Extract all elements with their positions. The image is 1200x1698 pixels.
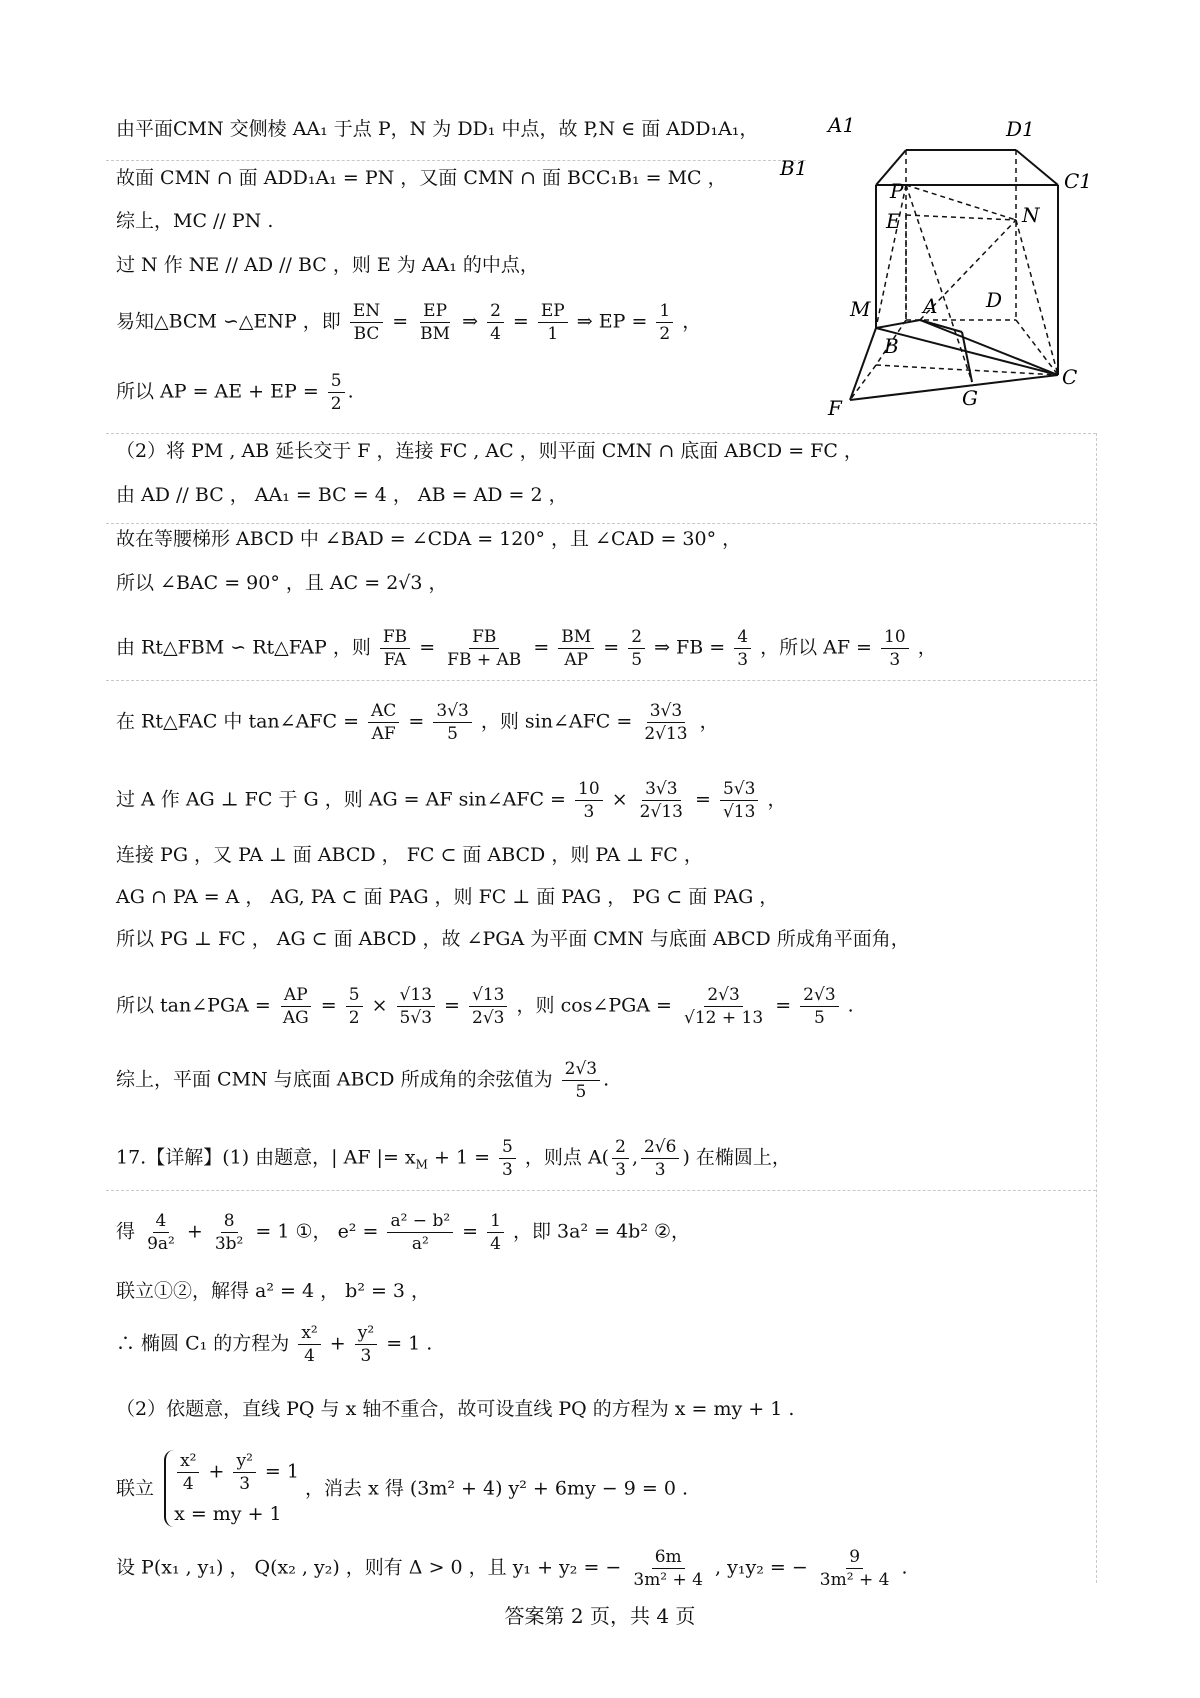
text-segment: ⇒ EP =: [576, 310, 648, 333]
text-segment: 得: [116, 1220, 136, 1243]
text-segment: = 1 .: [386, 1332, 433, 1355]
label-n: N: [1022, 203, 1040, 227]
equation: x = my + 1: [174, 1503, 282, 1525]
text-segment: 易知△BCM ∽△ENP ，即: [116, 310, 341, 333]
text-segment: ，则 cos∠PGA =: [516, 994, 672, 1017]
text-line: AG ∩ PA = A ， AG, PA ⊂ 面 PAG ，则 FC ⊥ 面 PAG ， PG ⊂ 面 PAG ，: [116, 886, 779, 908]
text-line: [116, 1450, 688, 1527]
text-segment: 设 P(x₁ , y₁) ， Q(x₂ , y₂) ，则有 Δ > 0 ，且 y₁ + y₂ = −: [116, 1556, 622, 1579]
fraction: $\frac{2}{4}$: [487, 300, 504, 345]
fraction: $\frac{√13}{5√3}$: [397, 984, 435, 1029]
fraction: $\frac{\text{y²}}{3}$: [233, 1450, 255, 1495]
prism-figure: [780, 113, 1120, 420]
fraction: $\frac{3√3}{2√13}$: [639, 779, 683, 822]
text-segment: 所以 tan∠PGA =: [116, 994, 271, 1017]
text-segment: ，所以 AF =: [760, 636, 872, 659]
fraction: $\frac{3√3}{5}$: [433, 700, 471, 745]
fraction: $\frac{\text{a² − b²}}{\text{a²}}$: [387, 1210, 453, 1255]
label-c: C: [1062, 365, 1078, 389]
fraction: $\frac{9}{\text{3m² + 4}}$: [819, 1547, 890, 1590]
label-p: P: [890, 179, 904, 203]
fraction: $\frac{2√3}{5}$: [562, 1058, 600, 1103]
text-line: 由 AD // BC ， AA₁ = BC = 4 ， AB = AD = 2 ，: [116, 484, 568, 506]
text-line: [116, 1136, 791, 1181]
text-segment: 在 Rt△FAC 中 tan∠AFC =: [116, 710, 359, 733]
label-b1: B1: [780, 156, 808, 180]
fraction: $\frac{5√3}{√13}$: [720, 778, 758, 823]
fraction: $\frac{8}{\text{3b²}}$: [214, 1211, 244, 1254]
text-segment: ，则 sin∠AFC =: [480, 710, 633, 733]
text-segment: ) 在椭圆上，: [682, 1146, 791, 1169]
fraction: $\frac{EN}{BC}$: [350, 300, 383, 345]
fraction: $\frac{2√3}{√12 + 13}$: [684, 985, 764, 1028]
fraction: $\frac{EP}{1}$: [538, 300, 568, 345]
fraction: $\frac{AP}{AG}$: [282, 985, 309, 1028]
divider: [106, 160, 806, 161]
fraction: $\frac{FB}{FB + AB}$: [447, 627, 522, 670]
text-segment: , y₁y₂ = −: [715, 1556, 808, 1579]
text-line: 联立①②，解得 a² = 4 ， b² = 3 ，: [116, 1280, 431, 1302]
fraction: $\frac{5}{2}$: [328, 370, 345, 415]
text-line: 得 $\frac{4}{\text{9a²}}$ + $\frac{8}{\text{3b²}}$ = 1 ①， e² = $\frac{\text{a² − b²}}{\text{a²}}$ = $\frac{1}{4}$ ，即 3a² = 4b² ②，: [116, 1211, 691, 1254]
divider: [106, 1190, 1096, 1191]
fraction: $\frac{FB}{FA}$: [380, 626, 410, 671]
fraction: $\frac{3√3}{2√13}$: [644, 701, 688, 744]
fraction: $\frac{\text{y²}}{3}$: [355, 1322, 377, 1367]
comma: ,: [631, 1146, 638, 1169]
fraction: $\frac{4}{3}$: [734, 626, 751, 671]
text-line: 易知△BCM ∽△ENP ，即 $\frac{EN}{BC}$ = $\frac{EP}{BM}$ ⇒ $\frac{2}{4}$ = $\frac{EP}{1}$ ⇒ EP = $\frac{1}{2}$ ，: [116, 301, 702, 344]
divider: [106, 523, 1096, 524]
equation-system: $\frac{\text{x²}}{4}$ + $\frac{\text{y²}}{3}$ = 1 x = my + 1: [164, 1450, 299, 1527]
text-line: 故面 CMN ∩ 面 ADD₁A₁ = PN ，又面 CMN ∩ 面 BCC₁B₁ = MC ，: [116, 167, 727, 189]
fraction: $\frac{√13}{2√3}$: [469, 984, 507, 1029]
label-a1: A1: [828, 113, 856, 137]
label-d: D: [986, 288, 1003, 312]
text-line: 在 Rt△FAC 中 tan∠AFC = $\frac{AC}{AF}$ = $\frac{3√3}{5}$ ，则 sin∠AFC = $\frac{3√3}{2√13}$ ，: [116, 701, 719, 744]
fraction: $\frac{10}{3}$: [881, 626, 909, 671]
fraction: $\frac{1}{2}$: [656, 300, 673, 345]
text-segment: ⇒ FB =: [654, 636, 726, 659]
fraction: $\frac{10}{3}$: [575, 778, 603, 823]
subscript: M: [415, 1157, 428, 1172]
fraction: $\frac{2}{5}$: [628, 626, 645, 671]
text-line: 综上，平面 CMN 与底面 ABCD 所成角的余弦值为 $\frac{2√3}{5}$ .: [116, 1059, 610, 1102]
text-line: 由 Rt△FBM ∽ Rt△FAP ，则 $\frac{FB}{FA}$ = $\frac{FB}{FB + AB}$ = $\frac{BM}{AP}$ = $\frac{2}{5}$ ⇒ FB = $\frac{4}{3}$ ，所以 AF = $\frac{10}{3}$ ，: [116, 627, 937, 670]
text-segment: 联立: [116, 1477, 155, 1500]
text-line: （2）依题意，直线 PQ 与 x 轴不重合，故可设直线 PQ 的方程为 x = my + 1 .: [116, 1398, 795, 1420]
text-line: ∴ 椭圆 C₁ 的方程为 $\frac{\text{x²}}{4}$ + $\frac{\text{y²}}{3}$ = 1 .: [116, 1323, 433, 1366]
fraction: $\frac{4}{\text{9a²}}$: [147, 1211, 175, 1254]
fraction: $\frac{\text{x²}}{4}$: [177, 1450, 199, 1495]
fraction: $\frac{5}{3}$: [499, 1136, 516, 1181]
label-c1: C1: [1064, 169, 1093, 193]
text-line: 故在等腰梯形 ABCD 中 ∠BAD = ∠CDA = 120° ，且 ∠CAD = 30° ，: [116, 528, 742, 550]
text-line: 所以 AP = AE + EP = $\frac{5}{2}$ .: [116, 371, 354, 414]
divider: [1096, 433, 1097, 1583]
divider: [106, 433, 1096, 434]
text-line: 连接 PG ，又 PA ⊥ 面 ABCD ， FC ⊂ 面 ABCD ，则 PA ⊥ FC ，: [116, 844, 703, 866]
fraction: $\frac{EP}{BM}$: [420, 301, 451, 344]
divider: [106, 680, 1096, 681]
text-segment: ，消去 x 得 (3m² + 4) y² + 6my − 9 = 0 .: [305, 1477, 688, 1500]
label-e: E: [886, 209, 901, 233]
text-line: 所以 PG ⊥ FC ， AG ⊂ 面 ABCD ，故 ∠PGA 为平面 CMN 与底面 ABCD 所成角平面角，: [116, 928, 910, 950]
text-line: 综上，MC // PN .: [116, 210, 274, 232]
text-line: 过 N 作 NE // AD // BC ，则 E 为 AA₁ 的中点，: [116, 254, 539, 276]
label-g: G: [962, 386, 978, 410]
fraction: $\frac{2}{3}$: [612, 1136, 629, 1181]
label-d1: D1: [1006, 117, 1035, 141]
text-line: 由平面CMN 交侧棱 AA₁ 于点 P，N 为 DD₁ 中点，故 P,N ∈ 面 ADD₁A₁，: [116, 118, 759, 140]
text-segment: + 1 =: [433, 1146, 490, 1169]
text-line: （2）将 PM , AB 延长交于 F ，连接 FC , AC ，则平面 CMN ∩ 底面 ABCD = FC ，: [116, 440, 863, 462]
fraction: $\frac{AC}{AF}$: [368, 700, 399, 745]
text-segment: ，则点 A(: [524, 1146, 610, 1169]
text-segment: 17.【详解】(1) 由题意，| AF |= x: [116, 1146, 416, 1169]
fraction: $\frac{BM}{AP}$: [558, 626, 594, 671]
text-line: 过 A 作 AG ⊥ FC 于 G ，则 AG = AF sin∠AFC = $\frac{10}{3}$ × $\frac{3√3}{2√13}$ = $\frac{5√3}{√13}$ ，: [116, 779, 787, 822]
text-line: 所以 tan∠PGA = $\frac{AP}{AG}$ = $\frac{5}{2}$ × $\frac{√13}{5√3}$ = $\frac{√13}{2√3}$ ，则 cos∠PGA = $\frac{2√3}{√12 + 13}$ = $\frac{2√3}{5}$ .: [116, 985, 854, 1028]
fraction: $\frac{1}{4}$: [487, 1210, 504, 1255]
fraction: $\frac{2√6}{3}$: [641, 1136, 679, 1181]
fraction: $\frac{6m}{\text{3m² + 4}}$: [633, 1547, 703, 1590]
text-segment: 过 A 作 AG ⊥ FC 于 G ，则 AG = AF sin∠AFC =: [116, 788, 566, 811]
page-footer: 答案第 2 页，共 4 页: [504, 1604, 696, 1628]
label-b: B: [884, 334, 899, 358]
text-line: 所以 ∠BAC = 90° ，且 AC = 2√3 ，: [116, 572, 448, 594]
text-segment: 综上，平面 CMN 与底面 ABCD 所成角的余弦值为: [116, 1068, 553, 1091]
label-f: F: [828, 396, 842, 420]
text-segment: ∴ 椭圆 C₁ 的方程为: [116, 1332, 290, 1355]
fraction: $\frac{2√3}{5}$: [800, 984, 838, 1029]
fraction: $\frac{5}{2}$: [346, 984, 363, 1029]
text-segment: ，即 3a² = 4b² ②，: [513, 1220, 691, 1243]
text-line: 设 P(x₁ , y₁) ， Q(x₂ , y₂) ，则有 Δ > 0 ，且 y₁ + y₂ = − $\frac{6m}{\text{3m² + 4}}$ , y₁y₂ = − $\frac{9}{\text{3m² + 4}}$ .: [116, 1547, 908, 1590]
text-segment: = 1 ①， e² =: [255, 1220, 379, 1243]
text-segment: 由 Rt△FBM ∽ Rt△FAP ，则: [116, 636, 371, 659]
label-a: A: [923, 294, 938, 318]
fraction: $\frac{\text{x²}}{4}$: [298, 1322, 320, 1367]
text-segment: 所以 AP = AE + EP =: [116, 380, 319, 403]
label-m: M: [850, 297, 871, 321]
